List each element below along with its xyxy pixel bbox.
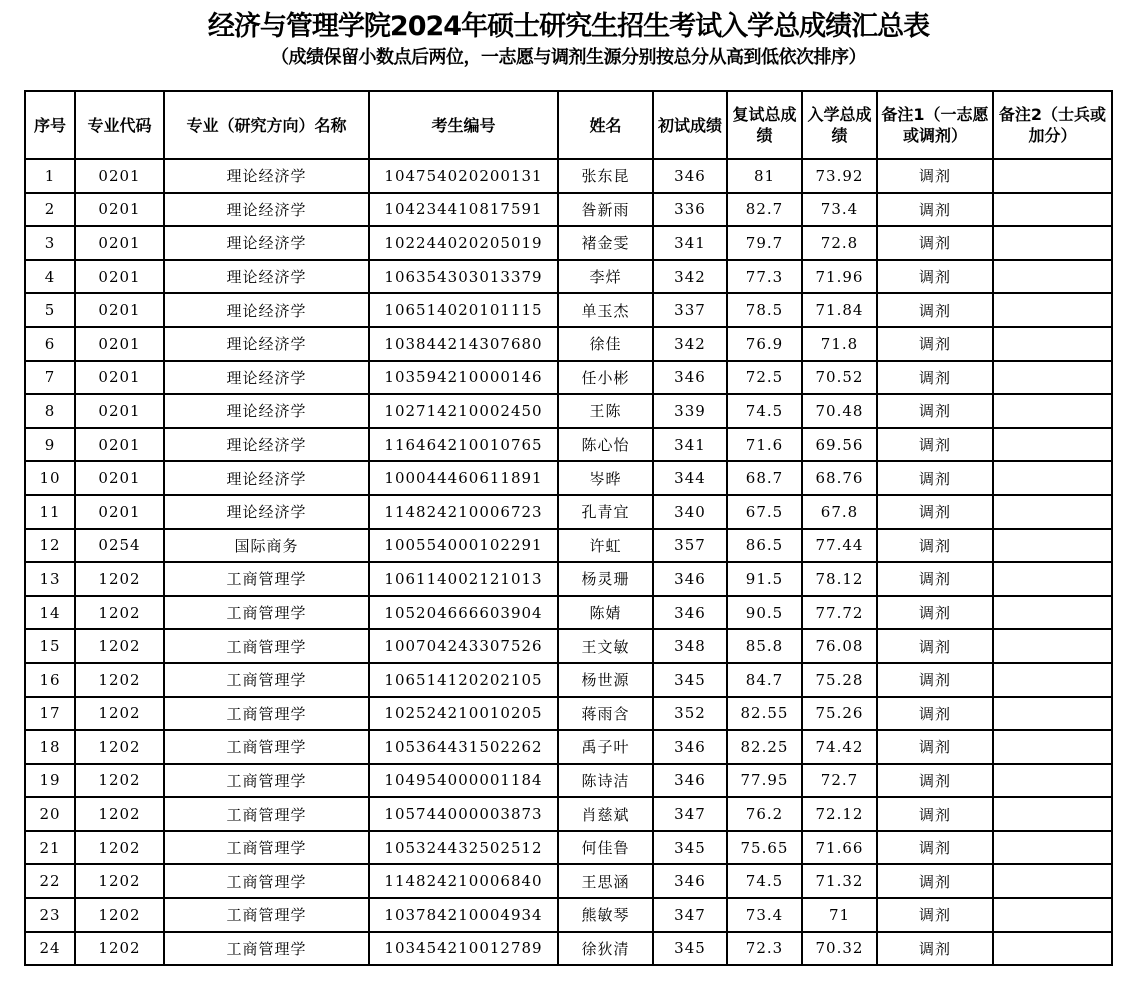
cell-name: 王陈 <box>558 394 653 428</box>
cell-prelim-score: 346 <box>653 596 727 630</box>
table-row <box>25 663 1112 697</box>
table-row <box>25 831 1112 865</box>
cell-major-name: 理论经济学 <box>164 361 369 395</box>
column-header-major-code: 专业代码 <box>75 91 164 159</box>
cell-major-code: 0254 <box>75 529 164 563</box>
cell-name: 陈诗洁 <box>558 764 653 798</box>
table-row <box>25 797 1112 831</box>
cell-name: 岑晔 <box>558 461 653 495</box>
cell-major-code: 0201 <box>75 260 164 294</box>
cell-prelim-score: 339 <box>653 394 727 428</box>
cell-major-name: 理论经济学 <box>164 260 369 294</box>
cell-major-name: 理论经济学 <box>164 461 369 495</box>
table-row <box>25 159 1112 193</box>
cell-major-code: 1202 <box>75 697 164 731</box>
cell-remark2 <box>993 361 1112 395</box>
cell-name: 何佳鲁 <box>558 831 653 865</box>
cell-remark2 <box>993 797 1112 831</box>
column-header-retest-score: 复试总成绩 <box>727 91 802 159</box>
cell-prelim-score: 347 <box>653 797 727 831</box>
cell-no: 16 <box>25 663 75 697</box>
cell-name: 褚金雯 <box>558 226 653 260</box>
document-title: 经济与管理学院2024年硕士研究生招生考试入学总成绩汇总表 <box>207 11 930 42</box>
table-row <box>25 461 1112 495</box>
cell-name: 陈心怡 <box>558 428 653 462</box>
cell-remark1: 调剂 <box>877 159 993 193</box>
cell-major-code: 0201 <box>75 226 164 260</box>
cell-candidate-id: 100554000102291 <box>369 529 558 563</box>
cell-prelim-score: 357 <box>653 529 727 563</box>
table-row <box>25 529 1112 563</box>
cell-candidate-id: 100704243307526 <box>369 629 558 663</box>
cell-name: 单玉杰 <box>558 293 653 327</box>
cell-major-code: 1202 <box>75 864 164 898</box>
cell-candidate-id: 106514020101115 <box>369 293 558 327</box>
table-row <box>25 394 1112 428</box>
cell-remark1: 调剂 <box>877 361 993 395</box>
cell-major-name: 工商管理学 <box>164 831 369 865</box>
cell-major-name: 工商管理学 <box>164 730 369 764</box>
cell-prelim-score: 347 <box>653 898 727 932</box>
cell-retest-score: 71.6 <box>727 428 802 462</box>
cell-prelim-score: 346 <box>653 764 727 798</box>
cell-no: 15 <box>25 629 75 663</box>
cell-no: 9 <box>25 428 75 462</box>
table-row <box>25 260 1112 294</box>
cell-no: 21 <box>25 831 75 865</box>
column-header-name: 姓名 <box>558 91 653 159</box>
cell-total-score: 71 <box>802 898 877 932</box>
cell-retest-score: 67.5 <box>727 495 802 529</box>
table-row <box>25 226 1112 260</box>
cell-major-code: 1202 <box>75 831 164 865</box>
cell-name: 徐佳 <box>558 327 653 361</box>
cell-no: 6 <box>25 327 75 361</box>
cell-remark2 <box>993 293 1112 327</box>
cell-total-score: 69.56 <box>802 428 877 462</box>
cell-no: 7 <box>25 361 75 395</box>
cell-remark2 <box>993 159 1112 193</box>
cell-candidate-id: 103844214307680 <box>369 327 558 361</box>
cell-candidate-id: 103454210012789 <box>369 932 558 966</box>
table-row <box>25 327 1112 361</box>
cell-retest-score: 90.5 <box>727 596 802 630</box>
cell-prelim-score: 345 <box>653 932 727 966</box>
cell-retest-score: 73.4 <box>727 898 802 932</box>
cell-remark2 <box>993 663 1112 697</box>
cell-major-name: 理论经济学 <box>164 327 369 361</box>
cell-major-code: 0201 <box>75 193 164 227</box>
cell-remark1: 调剂 <box>877 226 993 260</box>
table-header-row <box>25 91 1112 159</box>
cell-total-score: 72.12 <box>802 797 877 831</box>
cell-remark1: 调剂 <box>877 529 993 563</box>
cell-major-code: 1202 <box>75 797 164 831</box>
cell-total-score: 71.96 <box>802 260 877 294</box>
cell-total-score: 70.32 <box>802 932 877 966</box>
cell-remark1: 调剂 <box>877 428 993 462</box>
cell-major-name: 工商管理学 <box>164 864 369 898</box>
cell-remark1: 调剂 <box>877 394 993 428</box>
table-row <box>25 562 1112 596</box>
cell-retest-score: 86.5 <box>727 529 802 563</box>
cell-remark2 <box>993 327 1112 361</box>
cell-total-score: 77.44 <box>802 529 877 563</box>
cell-total-score: 72.7 <box>802 764 877 798</box>
cell-retest-score: 82.25 <box>727 730 802 764</box>
cell-major-name: 理论经济学 <box>164 394 369 428</box>
cell-retest-score: 84.7 <box>727 663 802 697</box>
column-header-remark2: 备注2（士兵或加分） <box>993 91 1112 159</box>
cell-major-name: 工商管理学 <box>164 562 369 596</box>
cell-name: 禹子叶 <box>558 730 653 764</box>
cell-name: 蒋雨含 <box>558 697 653 731</box>
cell-no: 8 <box>25 394 75 428</box>
cell-major-code: 0201 <box>75 495 164 529</box>
cell-retest-score: 75.65 <box>727 831 802 865</box>
cell-major-name: 理论经济学 <box>164 428 369 462</box>
cell-no: 23 <box>25 898 75 932</box>
cell-no: 14 <box>25 596 75 630</box>
table-row <box>25 629 1112 663</box>
cell-name: 徐狄清 <box>558 932 653 966</box>
cell-major-code: 0201 <box>75 293 164 327</box>
table-row <box>25 730 1112 764</box>
cell-major-name: 工商管理学 <box>164 932 369 966</box>
cell-no: 10 <box>25 461 75 495</box>
cell-remark2 <box>993 697 1112 731</box>
cell-remark1: 调剂 <box>877 932 993 966</box>
cell-candidate-id: 116464210010765 <box>369 428 558 462</box>
cell-candidate-id: 106354303013379 <box>369 260 558 294</box>
cell-prelim-score: 346 <box>653 361 727 395</box>
cell-retest-score: 74.5 <box>727 394 802 428</box>
cell-remark2 <box>993 562 1112 596</box>
cell-total-score: 73.4 <box>802 193 877 227</box>
cell-name: 杨世源 <box>558 663 653 697</box>
cell-no: 2 <box>25 193 75 227</box>
column-header-total-score: 入学总成绩 <box>802 91 877 159</box>
cell-remark1: 调剂 <box>877 629 993 663</box>
table-row <box>25 864 1112 898</box>
cell-prelim-score: 336 <box>653 193 727 227</box>
cell-total-score: 77.72 <box>802 596 877 630</box>
cell-major-code: 1202 <box>75 898 164 932</box>
score-table <box>24 90 1113 966</box>
cell-name: 许虹 <box>558 529 653 563</box>
column-header-remark1: 备注1（一志愿或调剂） <box>877 91 993 159</box>
table-body <box>25 159 1112 965</box>
cell-name: 熊敏琴 <box>558 898 653 932</box>
table-row <box>25 764 1112 798</box>
cell-candidate-id: 105324432502512 <box>369 831 558 865</box>
cell-major-code: 1202 <box>75 629 164 663</box>
cell-remark2 <box>993 898 1112 932</box>
cell-remark1: 调剂 <box>877 461 993 495</box>
cell-major-code: 0201 <box>75 159 164 193</box>
table-row <box>25 932 1112 966</box>
column-header-prelim-score: 初试成绩 <box>653 91 727 159</box>
cell-total-score: 72.8 <box>802 226 877 260</box>
cell-major-code: 1202 <box>75 764 164 798</box>
cell-retest-score: 74.5 <box>727 864 802 898</box>
cell-prelim-score: 342 <box>653 260 727 294</box>
cell-major-code: 1202 <box>75 663 164 697</box>
cell-no: 5 <box>25 293 75 327</box>
column-header-major-name: 专业（研究方向）名称 <box>164 91 369 159</box>
cell-major-name: 工商管理学 <box>164 596 369 630</box>
column-header-candidate-id: 考生编号 <box>369 91 558 159</box>
cell-no: 19 <box>25 764 75 798</box>
cell-remark1: 调剂 <box>877 293 993 327</box>
cell-candidate-id: 106114002121013 <box>369 562 558 596</box>
cell-retest-score: 76.2 <box>727 797 802 831</box>
cell-candidate-id: 102714210002450 <box>369 394 558 428</box>
cell-no: 24 <box>25 932 75 966</box>
cell-candidate-id: 114824210006723 <box>369 495 558 529</box>
cell-major-name: 工商管理学 <box>164 764 369 798</box>
cell-remark1: 调剂 <box>877 898 993 932</box>
cell-candidate-id: 114824210006840 <box>369 864 558 898</box>
cell-total-score: 70.48 <box>802 394 877 428</box>
cell-total-score: 75.26 <box>802 697 877 731</box>
document-subtitle: （成绩保留小数点后两位，一志愿与调剂生源分别按总分从高到低依次排序） <box>271 47 866 68</box>
cell-no: 13 <box>25 562 75 596</box>
cell-total-score: 67.8 <box>802 495 877 529</box>
cell-total-score: 68.76 <box>802 461 877 495</box>
cell-prelim-score: 337 <box>653 293 727 327</box>
cell-no: 12 <box>25 529 75 563</box>
cell-total-score: 71.32 <box>802 864 877 898</box>
cell-remark1: 调剂 <box>877 260 993 294</box>
cell-major-code: 0201 <box>75 361 164 395</box>
cell-no: 11 <box>25 495 75 529</box>
cell-remark2 <box>993 932 1112 966</box>
cell-candidate-id: 103784210004934 <box>369 898 558 932</box>
cell-major-name: 理论经济学 <box>164 226 369 260</box>
cell-prelim-score: 345 <box>653 831 727 865</box>
table-row <box>25 428 1112 462</box>
cell-remark1: 调剂 <box>877 663 993 697</box>
cell-prelim-score: 342 <box>653 327 727 361</box>
cell-remark1: 调剂 <box>877 864 993 898</box>
cell-remark1: 调剂 <box>877 730 993 764</box>
cell-name: 李烊 <box>558 260 653 294</box>
cell-candidate-id: 106514120202105 <box>369 663 558 697</box>
cell-major-code: 1202 <box>75 562 164 596</box>
cell-retest-score: 79.7 <box>727 226 802 260</box>
cell-remark1: 调剂 <box>877 327 993 361</box>
cell-major-name: 工商管理学 <box>164 697 369 731</box>
cell-candidate-id: 103594210000146 <box>369 361 558 395</box>
cell-remark1: 调剂 <box>877 764 993 798</box>
cell-major-name: 工商管理学 <box>164 898 369 932</box>
cell-remark2 <box>993 629 1112 663</box>
cell-remark1: 调剂 <box>877 495 993 529</box>
cell-major-code: 0201 <box>75 327 164 361</box>
table-row <box>25 596 1112 630</box>
cell-prelim-score: 352 <box>653 697 727 731</box>
cell-candidate-id: 100044460611891 <box>369 461 558 495</box>
cell-major-name: 理论经济学 <box>164 193 369 227</box>
cell-total-score: 78.12 <box>802 562 877 596</box>
cell-remark1: 调剂 <box>877 562 993 596</box>
cell-remark2 <box>993 596 1112 630</box>
cell-name: 昝新雨 <box>558 193 653 227</box>
cell-name: 任小彬 <box>558 361 653 395</box>
cell-major-name: 国际商务 <box>164 529 369 563</box>
cell-major-name: 理论经济学 <box>164 293 369 327</box>
cell-retest-score: 78.5 <box>727 293 802 327</box>
cell-prelim-score: 346 <box>653 864 727 898</box>
cell-name: 杨灵珊 <box>558 562 653 596</box>
cell-remark1: 调剂 <box>877 193 993 227</box>
cell-name: 陈婧 <box>558 596 653 630</box>
cell-remark2 <box>993 461 1112 495</box>
cell-name: 王思涵 <box>558 864 653 898</box>
cell-no: 22 <box>25 864 75 898</box>
cell-remark2 <box>993 764 1112 798</box>
cell-total-score: 75.28 <box>802 663 877 697</box>
cell-retest-score: 82.55 <box>727 697 802 731</box>
cell-major-code: 0201 <box>75 394 164 428</box>
cell-candidate-id: 104954000001184 <box>369 764 558 798</box>
cell-total-score: 71.84 <box>802 293 877 327</box>
cell-candidate-id: 105364431502262 <box>369 730 558 764</box>
cell-total-score: 73.92 <box>802 159 877 193</box>
cell-candidate-id: 105744000003873 <box>369 797 558 831</box>
cell-retest-score: 68.7 <box>727 461 802 495</box>
cell-remark2 <box>993 226 1112 260</box>
cell-prelim-score: 340 <box>653 495 727 529</box>
cell-remark2 <box>993 428 1112 462</box>
cell-retest-score: 91.5 <box>727 562 802 596</box>
cell-prelim-score: 341 <box>653 428 727 462</box>
cell-prelim-score: 341 <box>653 226 727 260</box>
cell-major-name: 工商管理学 <box>164 663 369 697</box>
cell-name: 肖慈斌 <box>558 797 653 831</box>
cell-prelim-score: 344 <box>653 461 727 495</box>
cell-name: 王文敏 <box>558 629 653 663</box>
cell-retest-score: 77.3 <box>727 260 802 294</box>
cell-candidate-id: 102244020205019 <box>369 226 558 260</box>
cell-major-code: 0201 <box>75 461 164 495</box>
table-row <box>25 898 1112 932</box>
cell-retest-score: 85.8 <box>727 629 802 663</box>
cell-total-score: 71.8 <box>802 327 877 361</box>
cell-retest-score: 81 <box>727 159 802 193</box>
cell-prelim-score: 348 <box>653 629 727 663</box>
cell-major-code: 1202 <box>75 596 164 630</box>
cell-remark2 <box>993 730 1112 764</box>
cell-total-score: 76.08 <box>802 629 877 663</box>
cell-no: 17 <box>25 697 75 731</box>
cell-major-name: 工商管理学 <box>164 629 369 663</box>
cell-remark1: 调剂 <box>877 831 993 865</box>
cell-prelim-score: 346 <box>653 159 727 193</box>
cell-candidate-id: 105204666603904 <box>369 596 558 630</box>
cell-remark1: 调剂 <box>877 697 993 731</box>
cell-remark2 <box>993 864 1112 898</box>
cell-retest-score: 77.95 <box>727 764 802 798</box>
cell-remark2 <box>993 529 1112 563</box>
cell-no: 4 <box>25 260 75 294</box>
column-header-no: 序号 <box>25 91 75 159</box>
cell-major-code: 1202 <box>75 932 164 966</box>
cell-remark1: 调剂 <box>877 797 993 831</box>
cell-remark2 <box>993 260 1112 294</box>
table-row <box>25 293 1112 327</box>
cell-name: 孔青宜 <box>558 495 653 529</box>
cell-total-score: 74.42 <box>802 730 877 764</box>
cell-major-name: 理论经济学 <box>164 495 369 529</box>
cell-remark1: 调剂 <box>877 596 993 630</box>
cell-prelim-score: 346 <box>653 562 727 596</box>
cell-retest-score: 72.5 <box>727 361 802 395</box>
table-row <box>25 697 1112 731</box>
cell-major-code: 0201 <box>75 428 164 462</box>
cell-no: 18 <box>25 730 75 764</box>
cell-remark2 <box>993 193 1112 227</box>
cell-no: 3 <box>25 226 75 260</box>
cell-major-name: 工商管理学 <box>164 797 369 831</box>
cell-major-name: 理论经济学 <box>164 159 369 193</box>
cell-candidate-id: 104234410817591 <box>369 193 558 227</box>
cell-prelim-score: 346 <box>653 730 727 764</box>
cell-no: 1 <box>25 159 75 193</box>
cell-remark2 <box>993 394 1112 428</box>
table-row <box>25 361 1112 395</box>
cell-candidate-id: 102524210010205 <box>369 697 558 731</box>
cell-candidate-id: 104754020200131 <box>369 159 558 193</box>
cell-remark2 <box>993 495 1112 529</box>
cell-no: 20 <box>25 797 75 831</box>
cell-major-code: 1202 <box>75 730 164 764</box>
cell-retest-score: 82.7 <box>727 193 802 227</box>
cell-retest-score: 76.9 <box>727 327 802 361</box>
table-row <box>25 193 1112 227</box>
cell-retest-score: 72.3 <box>727 932 802 966</box>
cell-total-score: 70.52 <box>802 361 877 395</box>
cell-remark2 <box>993 831 1112 865</box>
cell-total-score: 71.66 <box>802 831 877 865</box>
cell-name: 张东昆 <box>558 159 653 193</box>
cell-prelim-score: 345 <box>653 663 727 697</box>
table-row <box>25 495 1112 529</box>
